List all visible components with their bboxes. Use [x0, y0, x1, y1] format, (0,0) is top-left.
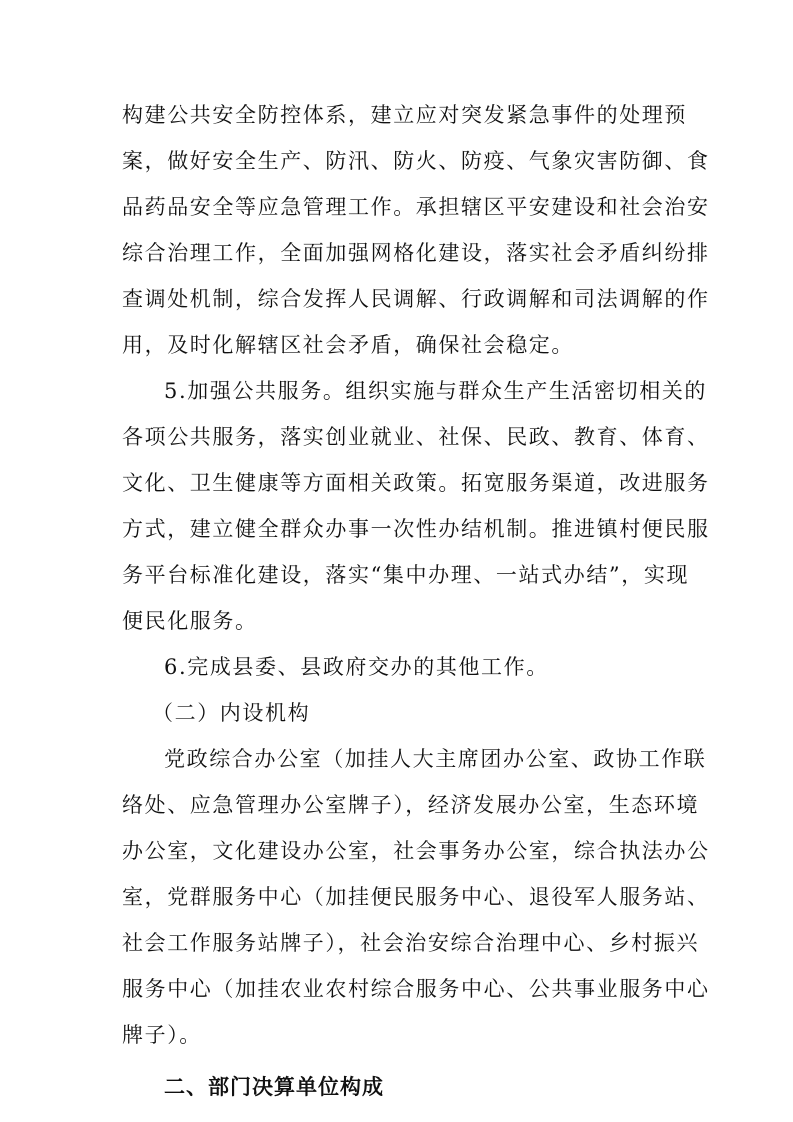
paragraph-line: 品药品安全等应急管理工作。承担辖区平安建设和社会治安	[122, 195, 710, 219]
paragraph-line: 室，党群服务中心（加挂便民服务中心、退役军人服务站、	[122, 885, 710, 909]
paragraph-line: 构建公共安全防控体系，建立应对突发紧急事件的处理预	[122, 103, 687, 127]
paragraph-line: 5.加强公共服务。组织实施与群众生产生活密切相关的	[164, 379, 708, 403]
paragraph-line: 社会工作服务站牌子），社会治安综合治理中心、乡村振兴	[122, 931, 700, 955]
section-heading: 二、部门决算单位构成	[164, 1075, 384, 1099]
paragraph-line: 牌子）。	[122, 1023, 202, 1047]
paragraph-line: 络处、应急管理办公室牌子），经济发展办公室，生态环境	[122, 793, 700, 817]
paragraph-line: 务平台标准化建设，落实“集中办理、一站式办结”，实现	[122, 563, 690, 587]
paragraph-line: 文化、卫生健康等方面相关政策。拓宽服务渠道，改进服务	[122, 471, 710, 495]
paragraph-line: 查调处机制，综合发挥人民调解、行政调解和司法调解的作	[122, 287, 710, 311]
paragraph-line: 综合治理工作，全面加强网格化建设，落实社会矛盾纠纷排	[122, 241, 710, 265]
paragraph-line: 办公室，文化建设办公室，社会事务办公室，综合执法办公	[122, 839, 710, 863]
paragraph-line: 案，做好安全生产、防汛、防火、防疫、气象灾害防御、食	[122, 149, 710, 173]
paragraph-line: 用，及时化解辖区社会矛盾，确保社会稳定。	[122, 333, 574, 357]
paragraph-line: 服务中心（加挂农业农村综合服务中心、公共事业服务中心	[122, 977, 710, 1001]
subsection-heading: （二）内设机构	[152, 701, 311, 725]
paragraph-line: 党政综合办公室（加挂人大主席团办公室、政协工作联	[164, 747, 707, 771]
paragraph-line: 各项公共服务，落实创业就业、社保、民政、教育、体育、	[122, 425, 710, 449]
paragraph-line: 便民化服务。	[122, 609, 258, 633]
paragraph-line: 6.完成县委、县政府交办的其他工作。	[164, 655, 549, 679]
paragraph-line: 方式，建立健全群众办事一次性办结机制。推进镇村便民服	[122, 517, 710, 541]
